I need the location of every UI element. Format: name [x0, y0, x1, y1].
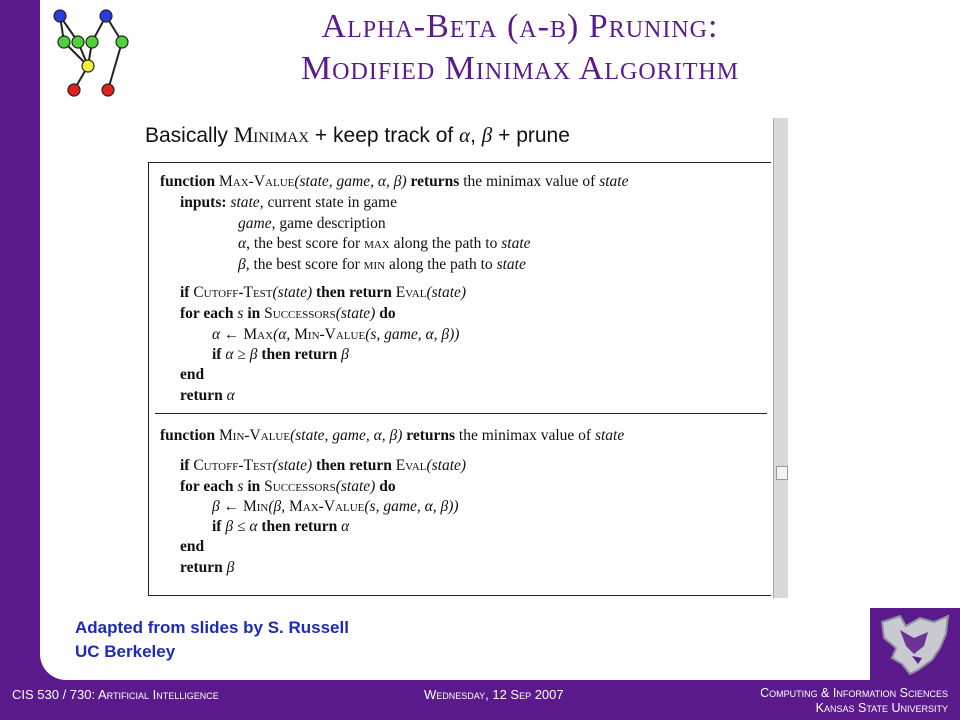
max-condition-line: if α ≥ β then return β [212, 346, 349, 363]
max-assign-line: α ← Max(α, Min-Value(s, game, α, β)) [212, 326, 460, 343]
max-input-state: inputs: state, current state in game [180, 194, 397, 211]
min-foreach-line: for each s in Successors(state) do [180, 478, 396, 495]
heading-alpha: α [459, 123, 471, 147]
heading-mid: + keep track of [309, 124, 460, 147]
figure-scrollbar[interactable] [773, 118, 788, 598]
min-assign-line: β ← Min(β, Max-Value(s, game, α, β)) [212, 498, 459, 515]
max-foreach-line: for each s in Successors(state) do [180, 305, 396, 322]
credit-line2: UC Berkeley [75, 642, 176, 661]
footer-date: Wednesday, 12 Sep 2007 [424, 687, 564, 702]
heading-post: + prune [492, 124, 570, 147]
footer-dept: Computing & Information Sciences [760, 686, 948, 700]
slide-title-line1: Alpha-Beta (α-β) Pruning: [321, 8, 719, 45]
min-cutoff-line: if Cutoff-Test(state) then return Eval(state) [180, 457, 467, 474]
max-input-beta: β, the best score for min along the path to state [238, 256, 526, 273]
min-end-line: end [180, 538, 205, 555]
min-value-signature: function Min-Value(state, game, α, β) returns the minimax value of state [160, 427, 625, 444]
max-end-line: end [180, 366, 205, 383]
figure-scroll-thumb[interactable] [776, 466, 788, 480]
figure-heading: Basically Minimax + keep track of α, β + prune [145, 122, 570, 147]
max-return-line: return α [180, 387, 235, 404]
credit-line1: Adapted from slides by S. Russell [75, 618, 349, 637]
slide-title-line2: Modified Minimax Algorithm [300, 50, 740, 87]
wildcat-logo-icon [870, 608, 960, 682]
max-input-game: game, game description [238, 215, 386, 232]
tree-logo-icon [44, 4, 132, 104]
min-return-line: return β [180, 559, 235, 576]
pseudocode-separator [155, 413, 767, 414]
heading-beta: β [481, 123, 493, 147]
footer-univ: Kansas State University [815, 701, 948, 715]
max-cutoff-line: if Cutoff-Test(state) then return Eval(state) [180, 284, 467, 301]
footer-course: CIS 530 / 730: Artificial Intelligence [12, 687, 219, 702]
heading-pre: Basically [145, 124, 234, 147]
heading-minimax: Minimax [233, 122, 310, 147]
max-input-alpha: α, the best score for max along the path to state [238, 235, 531, 252]
min-condition-line: if β ≤ α then return α [212, 518, 350, 535]
max-value-signature: function Max-Value(state, game, α, β) returns the minimax value of state [160, 173, 629, 190]
